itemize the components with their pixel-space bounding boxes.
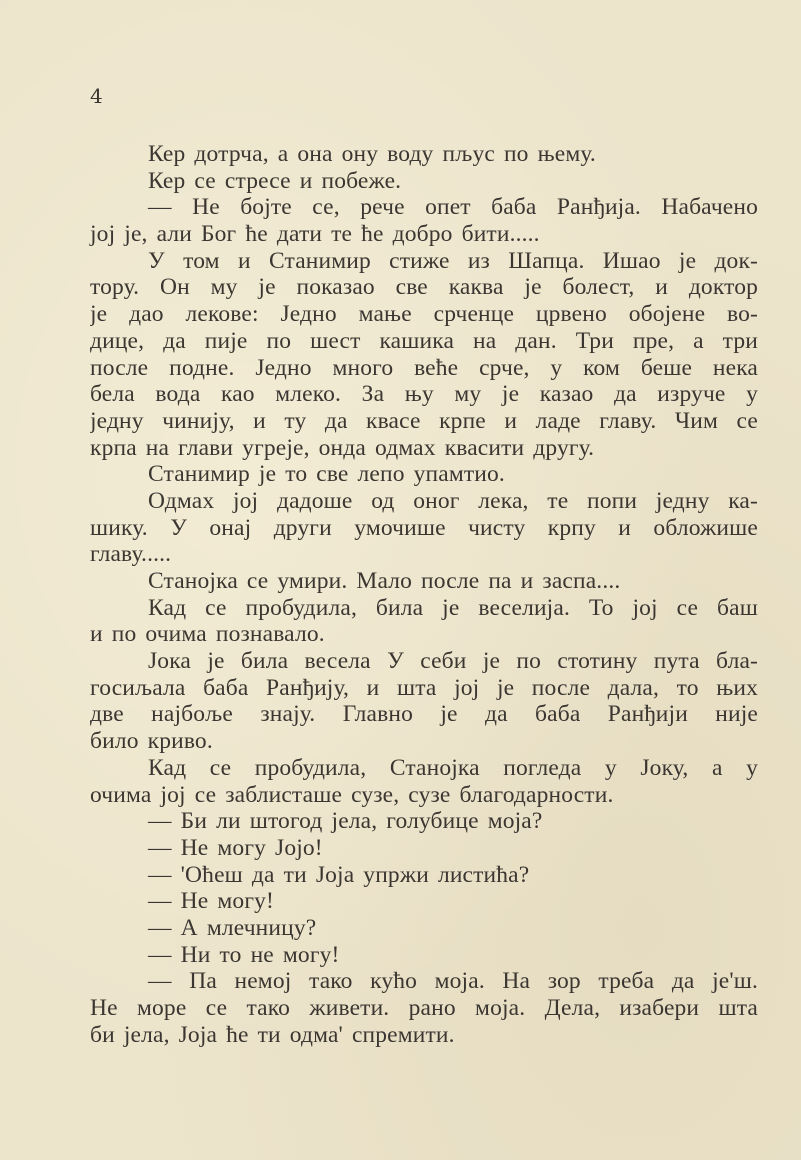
text-line: — Па немој тако кућо моја. На зор треба да је'ш.	[148, 968, 758, 995]
text-line: Кад се пробудила, била је веселија. То јој се баш	[148, 594, 758, 621]
text-line: после подне. Једно много веће срче, у ком беше нека	[90, 354, 758, 381]
text-line: — Ни то не могу!	[148, 941, 340, 968]
text-line: дице, да пије по шест кашика на дан. Три пре, а три	[90, 327, 758, 354]
text-line: — Би ли штогод јела, голубице моја?	[148, 808, 543, 835]
text-line: је дао лекове: Једно мање срченце црвено обојене во-	[90, 301, 758, 328]
text-line: једну чинију, и ту да квасе крпе и ладе главу. Чим се	[90, 407, 758, 434]
text-line: било криво.	[90, 728, 213, 755]
text-line: шику. У онај други умочише чисту крпу и обложише	[90, 514, 758, 541]
text-line: и по очима познавало.	[90, 621, 325, 648]
text-line: Одмах јој дадоше од оног лека, те попи једну ка-	[148, 487, 758, 514]
text-line: Станимир је то све лепо упамтио.	[148, 461, 505, 488]
text-line: би јела, Јоја ће ти одма' спремити.	[90, 1021, 455, 1048]
text-line: две најбоље знају. Главно је да баба Ранђији није	[90, 701, 758, 728]
text-line: Кад се пробудила, Станојка погледа у Јоку, а у	[148, 754, 758, 781]
body-text	[90, 141, 758, 1048]
text-line: Кер се стресе и побеже.	[148, 167, 402, 194]
text-line: — Не бојте се, рече опет баба Ранђија. Набачено	[148, 194, 758, 221]
text-line: — А млечницу?	[148, 914, 317, 941]
text-line: тору. Он му је показао све каква је болест, и доктор	[90, 274, 758, 301]
text-line: очима јој се заблисташе сузе, сузе благодарности.	[90, 781, 614, 808]
text-line: госиљала баба Ранђију, и шта јој је после дала, то њих	[90, 674, 758, 701]
text-line: Кер дотрча, а она ону воду пљус по њему.	[148, 141, 596, 167]
text-line: главу.....	[90, 541, 172, 568]
text-line: Јока је била весела У себи је по стотину пута бла-	[148, 648, 758, 675]
text-line: Не море се тако живети. рано моја. Дела, изабери шта	[90, 995, 758, 1021]
text-line: — Не могу Јојо!	[148, 834, 323, 861]
page-number: 4	[90, 84, 103, 108]
text-line: јој је, али Бог ће дати те ће добро бити.....	[90, 221, 540, 248]
text-line: крпа на глави угреје, онда одмах квасити другу.	[90, 434, 595, 461]
text-line: — 'Оћеш да ти Јоја упржи листића?	[148, 861, 530, 888]
text-line: Станојка се умири. Мало после па и заспа....	[148, 568, 621, 594]
text-line: У том и Станимир стиже из Шапца. Ишао је док-	[148, 247, 758, 274]
text-line: бела вода као млеко. За њу му је казао да изруче у	[90, 381, 758, 408]
text-line: — Не могу!	[148, 888, 274, 915]
